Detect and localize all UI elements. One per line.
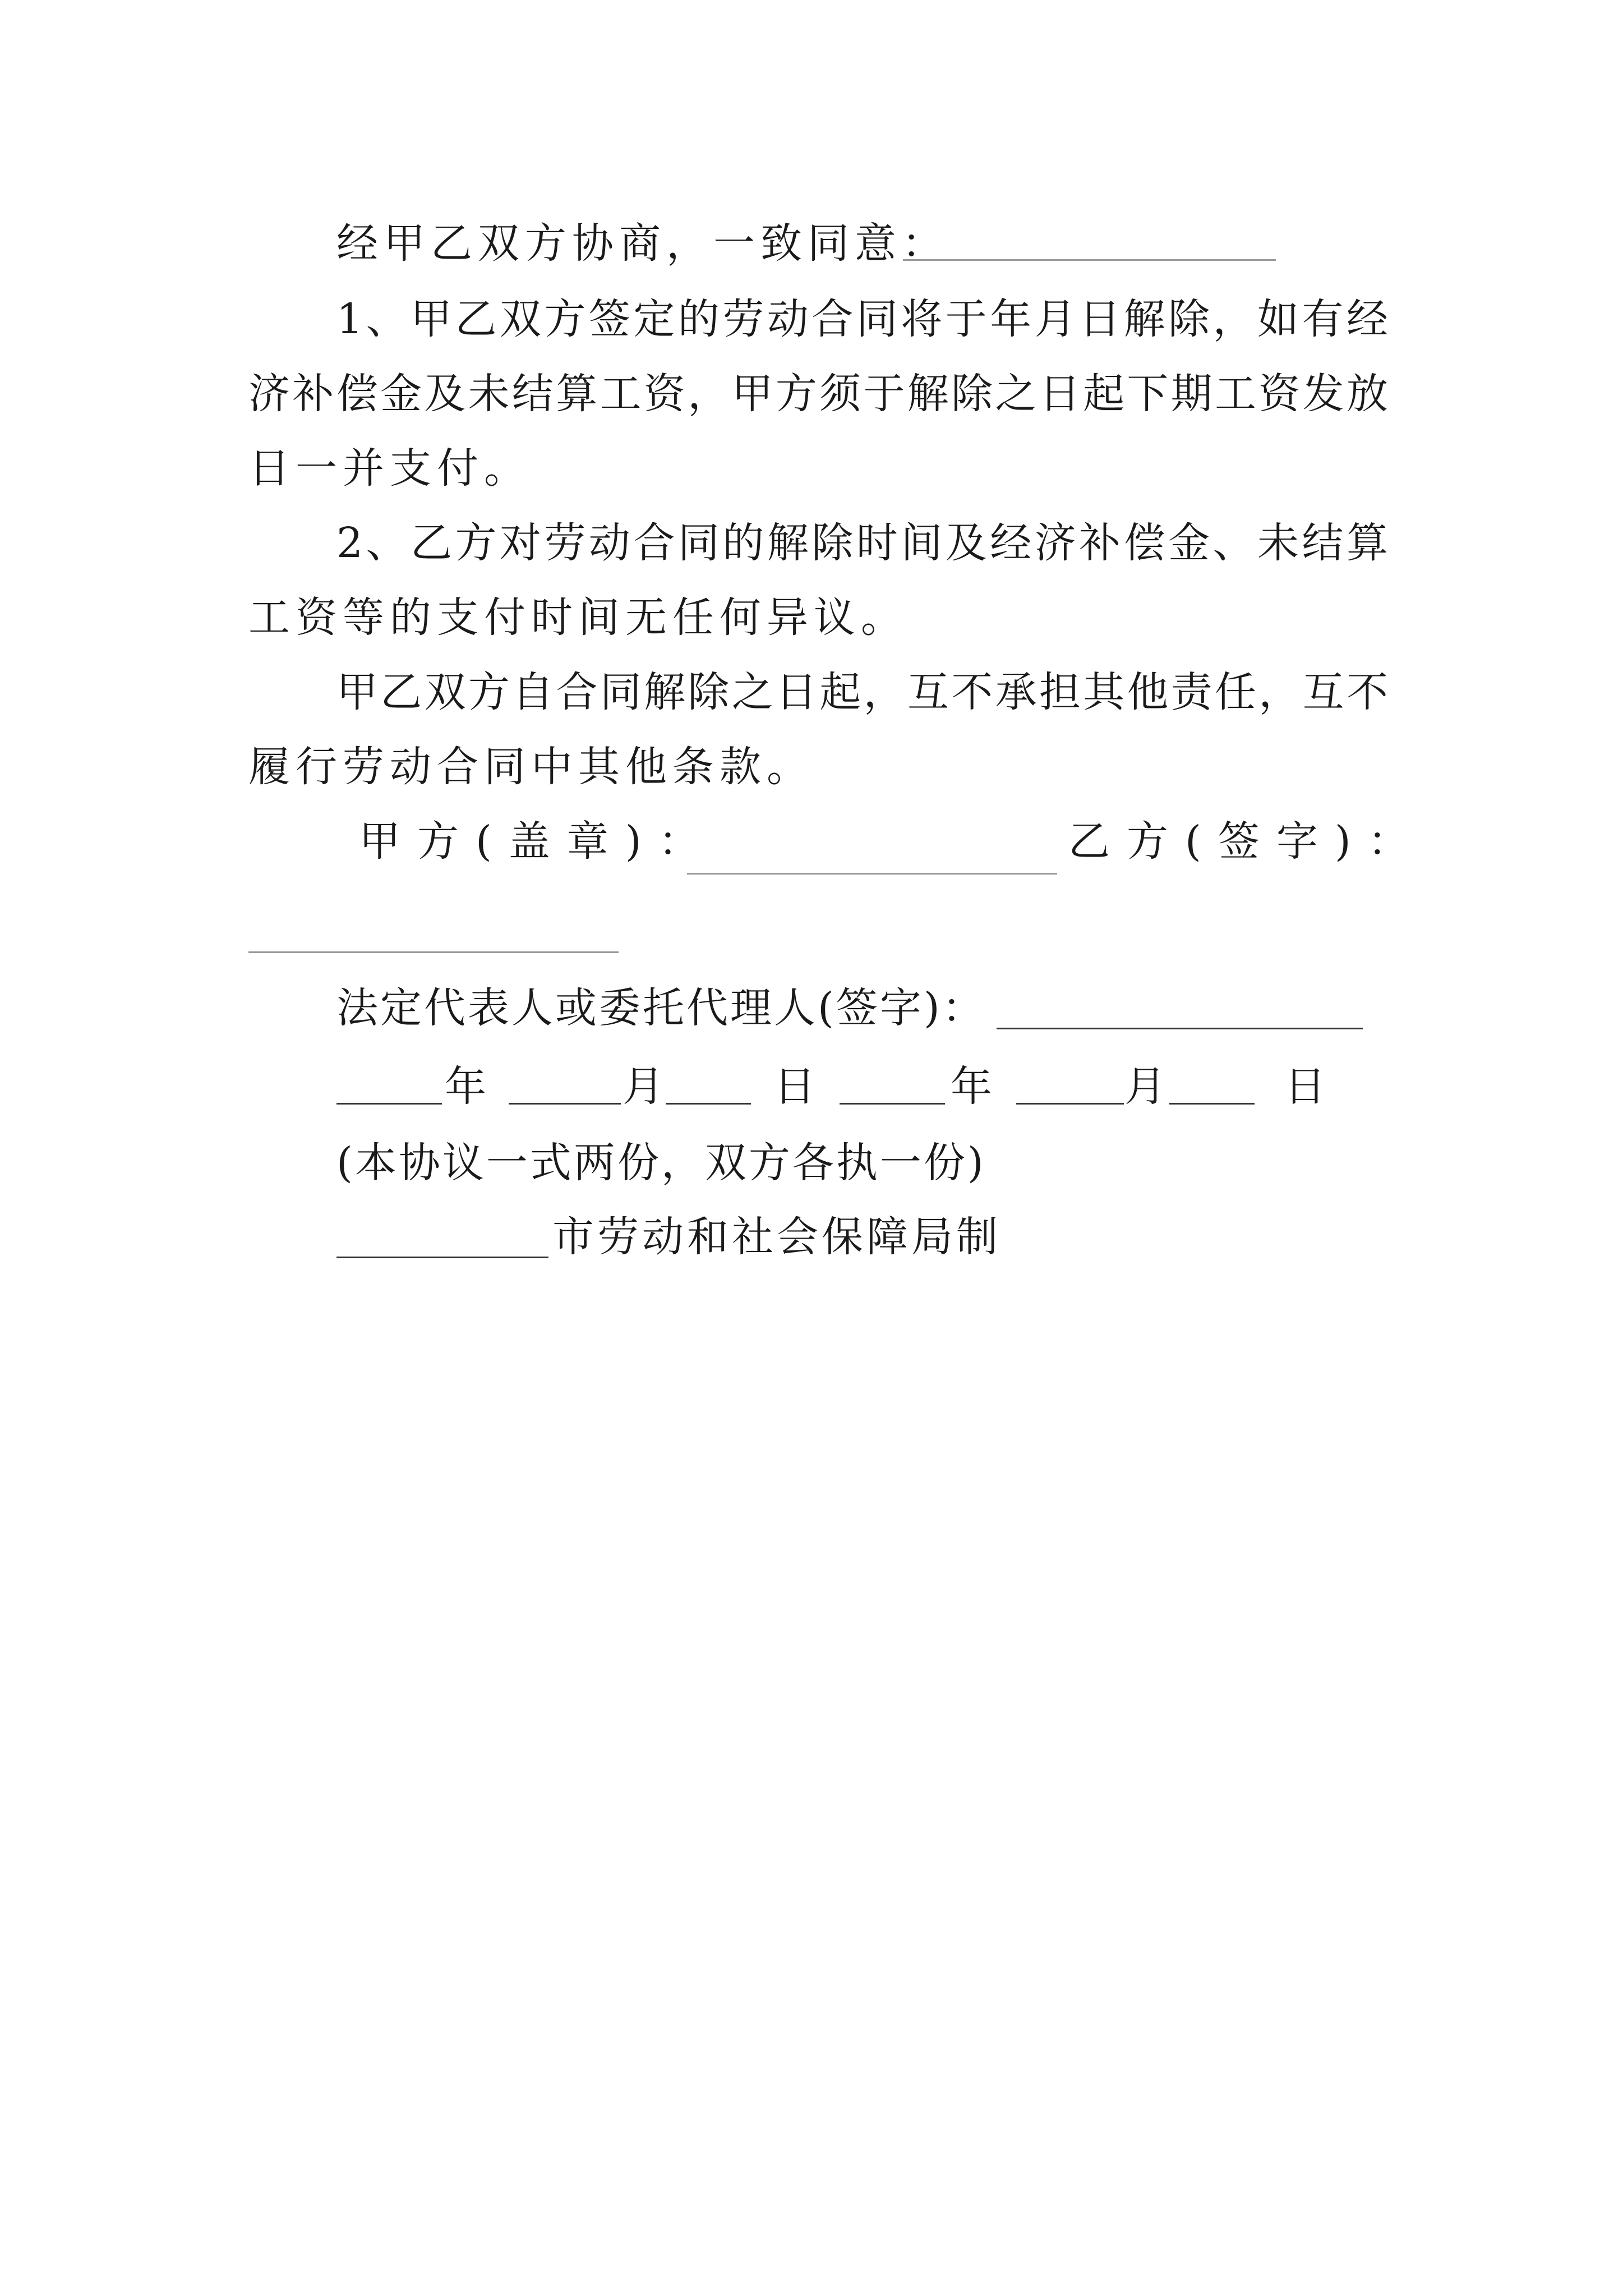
clause1-line3: 日一并支付。 [248, 444, 531, 493]
intro-text: 经甲乙双方协商，一致同意： [336, 219, 949, 268]
legal-rep-label: 法定代表人或委托代理人(签字)： [336, 984, 986, 1032]
date-b-day-label: 日 [1284, 1062, 1326, 1111]
date-b-month-label: 月 [1124, 1062, 1166, 1111]
clause3-line2: 履行劳动合同中其他条款。 [248, 743, 814, 791]
intro-blank [903, 259, 1276, 261]
clause1-line2: 济补偿金及未结算工资，甲方须于解除之日起下期工资发放 [248, 370, 1388, 418]
issuer-text: 市劳动和社会保障局制 [552, 1213, 1001, 1261]
clause1-line1: 1、甲乙双方签定的劳动合同将于年月日解除，如有经 [336, 295, 1388, 343]
party-b-blank [248, 951, 619, 953]
clause2-line2: 工资等的支付时间无任何异议。 [248, 593, 908, 642]
date-a-year-label: 年 [445, 1062, 486, 1111]
clause3-line1: 甲乙双方自合同解除之日起，互不承担其他责任，互不 [336, 668, 1388, 716]
date-a-day-blank [666, 1103, 751, 1105]
copies-note: (本协议一式两份，双方各执一份) [336, 1139, 986, 1187]
party-a-blank [687, 873, 1057, 875]
party-b-label: 乙方(签字)： [1068, 817, 1426, 866]
date-b-year-label: 年 [951, 1062, 992, 1111]
date-b-year-blank [840, 1103, 945, 1105]
date-a-month-label: 月 [623, 1062, 664, 1111]
date-a-year-blank [336, 1103, 442, 1105]
date-a-month-blank [509, 1103, 621, 1105]
legal-rep-blank [997, 1028, 1363, 1029]
date-a-day-label: 日 [774, 1062, 815, 1111]
issuer-city-blank [336, 1257, 548, 1258]
clause2-line1: 2、乙方对劳动合同的解除时间及经济补偿金、未结算 [336, 519, 1388, 567]
date-b-month-blank [1016, 1103, 1124, 1105]
party-a-label: 甲方(盖章)： [359, 817, 717, 866]
date-b-day-blank [1169, 1103, 1255, 1105]
